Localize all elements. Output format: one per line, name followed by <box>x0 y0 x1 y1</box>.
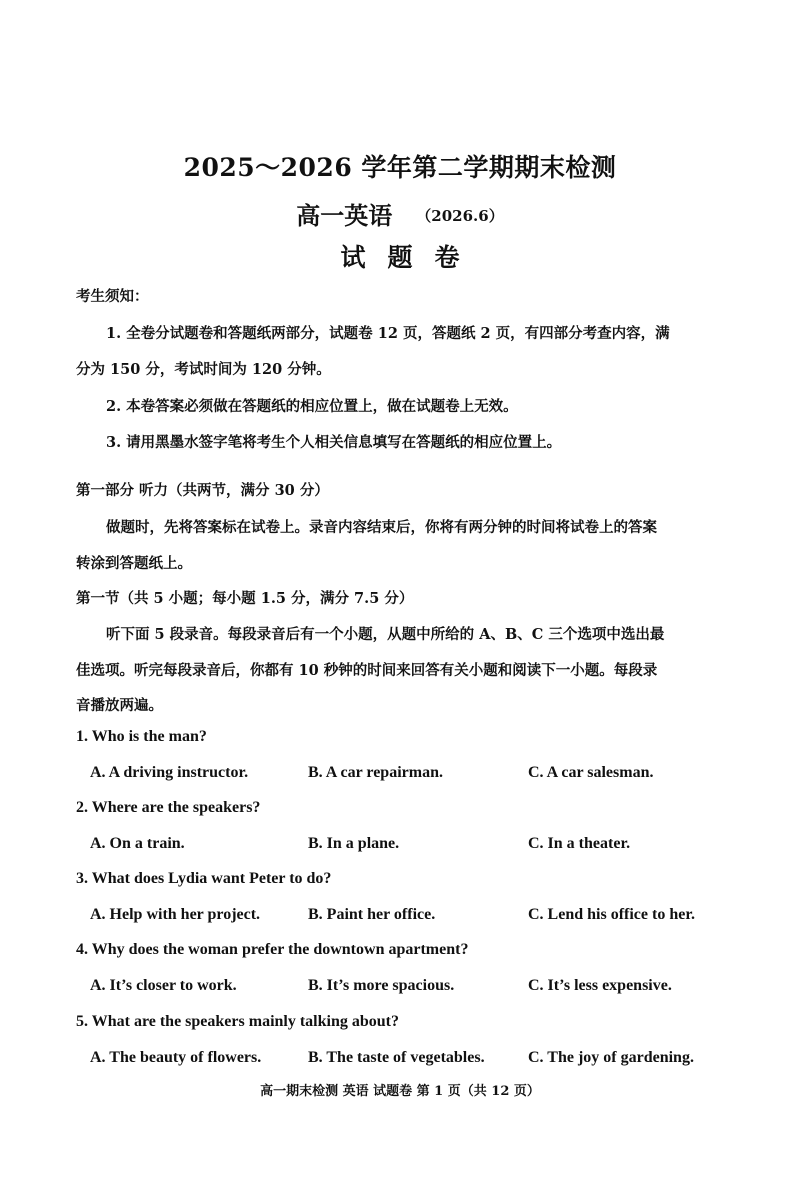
part1-intro-line-1: 做题时，先将答案标在试卷上。录音内容结束后，你将有两分钟的时间将试卷上的答案 <box>106 519 657 536</box>
exam-subject: 高一英语 <box>296 201 393 230</box>
section1-instructions-line-1: 听下面 5 段录音。每段录音后有一个小题，从题中所给的 A、B、C 三个选项中选出最 <box>106 626 665 643</box>
exam-date: （2026.6） <box>416 207 504 225</box>
question-1-option-c: C. A car salesman. <box>528 764 654 781</box>
exam-title: 2025～2026 学年第二学期期末检测 <box>183 153 617 182</box>
part1-heading: 第一部分 听力（共两节，满分 30 分） <box>76 482 329 499</box>
part1-intro-line-2: 转涂到答题纸上。 <box>76 555 192 572</box>
question-1-option-a: A. A driving instructor. <box>90 764 249 781</box>
question-4: 4. Why does the woman prefer the downtown apartment? <box>76 941 469 958</box>
question-2: 2. Where are the speakers? <box>76 799 261 816</box>
question-4-option-a: A. It’s closer to work. <box>90 977 237 994</box>
section1-instructions-line-2: 佳选项。听完每段录音后，你都有 10 秒钟的时间来回答有关小题和阅读下一小题。每段录 <box>76 662 658 679</box>
notice-item-2: 2. 本卷答案必须做在答题纸的相应位置上，做在试题卷上无效。 <box>106 398 518 415</box>
question-3-option-a: A. Help with her project. <box>90 906 261 923</box>
page-footer: 高一期末检测 英语 试题卷 第 1 页（共 12 页） <box>260 1084 540 1099</box>
subtitle-row <box>0 196 800 231</box>
question-2-option-c: C. In a theater. <box>528 835 631 852</box>
question-5-option-c: C. The joy of gardening. <box>528 1049 694 1066</box>
question-5: 5. What are the speakers mainly talking about? <box>76 1013 399 1030</box>
notice-item-1-line-1: 1. 全卷分试题卷和答题纸两部分，试题卷 12 页，答题纸 2 页，有四部分考查内容，满 <box>106 325 670 342</box>
question-4-option-b: B. It’s more spacious. <box>308 977 455 994</box>
paper-type: 试题卷 <box>340 243 482 272</box>
notice-item-3: 3. 请用黑墨水签字笔将考生个人相关信息填写在答题纸的相应位置上。 <box>106 434 562 451</box>
question-3-option-b: B. Paint her office. <box>308 906 436 923</box>
question-4-option-c: C. It’s less expensive. <box>528 977 672 994</box>
notice-item-1-line-2: 分为 150 分，考试时间为 120 分钟。 <box>76 361 331 378</box>
question-5-option-b: B. The taste of vegetables. <box>308 1049 485 1066</box>
section1-instructions-line-3: 音播放两遍。 <box>76 697 163 714</box>
notice-heading: 考生须知： <box>76 288 149 305</box>
question-3: 3. What does Lydia want Peter to do? <box>76 870 332 887</box>
question-2-option-a: A. On a train. <box>90 835 185 852</box>
question-2-option-b: B. In a plane. <box>308 835 400 852</box>
section1-heading: 第一节（共 5 小题；每小题 1.5 分，满分 7.5 分） <box>76 590 414 607</box>
question-5-option-a: A. The beauty of flowers. <box>90 1049 262 1066</box>
question-1: 1. Who is the man? <box>76 728 207 745</box>
question-1-option-b: B. A car repairman. <box>308 764 443 781</box>
question-3-option-c: C. Lend his office to her. <box>528 906 695 923</box>
